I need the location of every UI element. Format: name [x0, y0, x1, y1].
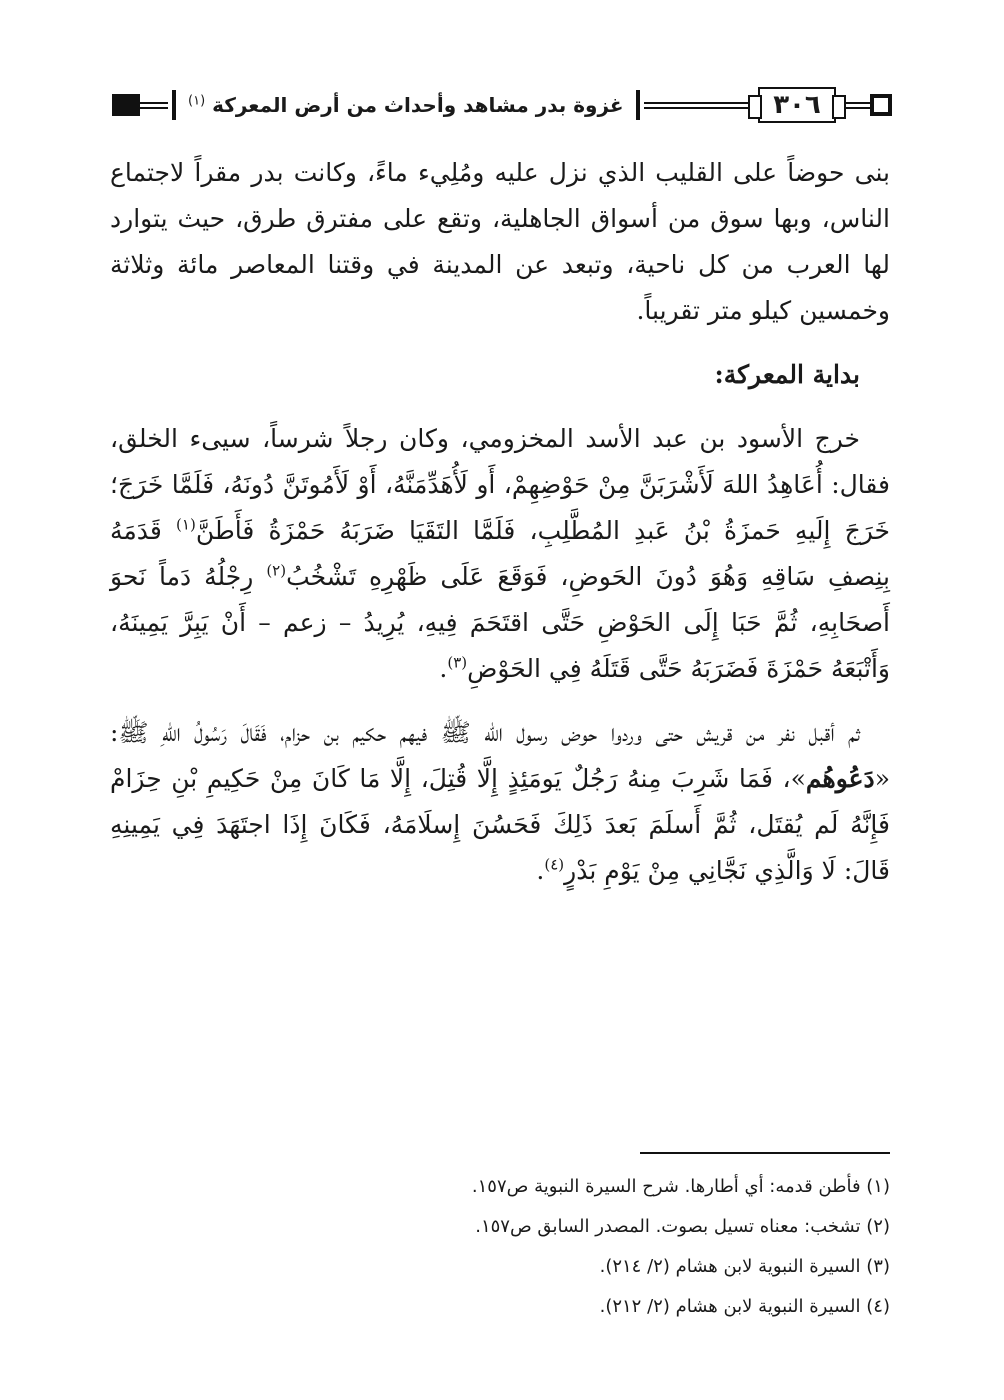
footnote-divider: [640, 1152, 890, 1154]
main-text: [110, 150, 890, 912]
footnotes: [110, 1170, 890, 1330]
paragraph-3: [110, 710, 890, 894]
footnote-1: (١) فأطن قدمه: أي أطارها. شرح السيرة النبوية ص١٥٧.: [471, 1176, 890, 1197]
running-title-text: غزوة بدر مشاهد وأحداث من أرض المعركة: [212, 93, 624, 117]
running-title-note: (١): [188, 93, 206, 109]
header-rule: [644, 102, 752, 109]
footnote-2: (٢) تشخب: معناه تسيل بصوت. المصدر السابق ص١٥٧.: [475, 1216, 890, 1237]
header-rule: [140, 102, 168, 109]
header-bar-icon: [172, 90, 176, 120]
footnote-ref-2: (٢): [266, 561, 287, 580]
header-square-right-icon: [870, 94, 892, 116]
footnote-ref-3: (٣): [447, 653, 468, 672]
footnote-ref-4: (٤): [544, 855, 565, 874]
running-title: [180, 93, 632, 117]
header-rule: [842, 102, 870, 109]
header-square-left-icon: [112, 94, 140, 116]
page-header: [112, 84, 892, 126]
header-bar-icon: [636, 90, 640, 120]
paragraph-3-text: »، فَمَا شَرِبَ مِنهُ رَجُلٌ يَومَئِذٍ إِلَّا قُتِلَ، إِلَّا مَا كَانَ مِنْ حَكِيمِ بْنِ حِزَامْ فَإِنَّهُ لَم يُقتَل، ثُمَّ أَسلَمَ بَعدَ ذَلِكَ فَحَسُنَ إِسلَامَهُ، فَكَانَ إِذَا اجتَهَدَ فِي يَمِينِهِ قَالَ: لَا وَالَّذِي نَجَّانِي مِنْ يَوْمِ بَدْرٍ: [110, 764, 890, 885]
paragraph-2-text: رِجْلُهُ دَماً نَحوَ أَصحَابِهِ، ثُمَّ حَبَا إِلَى الحَوْضِ حَتَّى اقتَحَمَ فِيهِ، يُرِيدُ – زعم – أَنْ يَبِرَّ يَمِينَهُ، وَأَتْبَعَهُ حَمْزَةَ فَضَرَبَهُ حَتَّى قَتَلَهُ فِي الحَوْضِ: [110, 562, 890, 683]
paragraph-2-end: .: [439, 654, 448, 683]
paragraph-2-text: خرج الأسود بن عبد الأسد المخزومي، وكان رجلاً شرساً، سيىء الخلق، فقال: أُعَاهِدُ اللهَ لَأَشْرَبَنَّ مِنْ حَوْضِهِمْ، أَو لَأُهَدِّمَنَّهُ، أَوْ لَأَمُوتَنَّ دُونَهُ، فَلَمَّا خَرَجَ؛ خَرَجَ إِلَيهِ حَمزَةُ بْنُ عَبدِ المُطَّلِبِ، فَلَمَّا التَقَيَا ضَرَبَهُ حَمْزَةُ فَأَطَنَّ: [110, 424, 890, 545]
paragraph-1: بنى حوضاً على القليب الذي نزل عليه ومُلِيء ماءً، وكانت بدر مقراً لاجتماع الناس، وبها سوق من أسواق الجاهلية، وتقع على مفترق طرق، حيث يتوارد لها العرب من كل ناحية، وتبعد عن المدينة في وقتنا المعاصر مائة وثلاثة وخمسين كيلو متر تقريباً.: [110, 158, 890, 325]
footnote-ref-1: (١): [176, 515, 196, 534]
paragraph-2: [110, 416, 890, 692]
paragraph-3-end: .: [536, 856, 545, 885]
page-number-frame: [758, 87, 836, 123]
footnote-3: (٣) السيرة النبوية لابن هشام (٢/ ٢١٤).: [599, 1256, 890, 1277]
paragraph-2-text: قَدَمَهُ بِنِصفِ سَاقِهِ وَهُوَ دُونَ الحَوضِ، فَوَقَعَ عَلَى ظَهْرِهِ تَشْخُبُ: [110, 516, 890, 591]
footnote-4: (٤) السيرة النبوية لابن هشام (٢/ ٢١٢).: [599, 1296, 890, 1317]
section-heading: بداية المعركة:: [714, 360, 860, 389]
page-number: ٣٠٦: [773, 90, 821, 120]
prophet-quote: دَعُوهُم: [805, 764, 875, 793]
paragraph-3-text: ثم أقبل نفر من قريش حتى وردوا حوض رسول الله ﷺ فيهم حكيم بن حزام، فَقَالَ رَسُولُ اللهِ ﷺ: «: [110, 718, 890, 793]
